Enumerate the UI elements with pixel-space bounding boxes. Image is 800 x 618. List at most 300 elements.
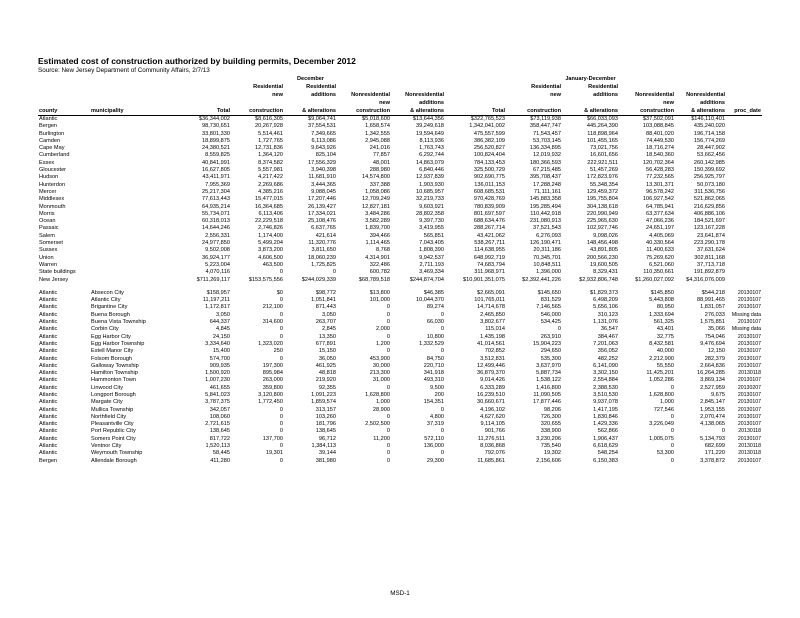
table-cell: 1,007,230 — [205, 377, 230, 384]
table-cell: 9,014,426 — [480, 377, 505, 384]
table-cell: 19,302 — [543, 450, 561, 457]
table-row — [38, 182, 762, 189]
table-cell: 0 — [279, 333, 283, 340]
table-cell: 30,660,671 — [477, 399, 505, 406]
table-row — [38, 370, 762, 377]
table-cell — [726, 174, 762, 181]
table-cell: 256,520,827 — [473, 145, 505, 152]
table-cell: 784,133,453 — [473, 159, 505, 166]
table-cell: Camden — [39, 137, 61, 144]
table-cell: 2,554,884 — [593, 377, 618, 384]
table-cell: 461,925 — [315, 362, 336, 369]
table-cell: 909,935 — [209, 362, 230, 369]
table-cell: 0 — [279, 428, 283, 435]
table-cell: 600,782 — [369, 269, 390, 276]
table-cell: 241,016 — [369, 145, 390, 152]
table-cell: 14,574,800 — [362, 174, 390, 181]
table-cell: Estell Manor City — [91, 348, 134, 355]
table-cell: 1,416,800 — [536, 384, 561, 391]
table-cell: 0 — [279, 413, 283, 420]
table-cell: $13,644,356 — [412, 116, 444, 122]
table-cell: 2,556,331 — [205, 232, 230, 239]
table-cell: 106,927,542 — [642, 196, 674, 203]
table-cell: 1,830,846 — [593, 413, 618, 420]
table-cell: 381,980 — [315, 457, 336, 464]
table-cell: 1,628,800 — [649, 391, 674, 398]
table-cell: 338,900 — [540, 428, 561, 435]
table-row — [38, 160, 762, 167]
table-cell: 37,631,624 — [697, 247, 725, 254]
table-cell: 453,900 — [369, 355, 390, 362]
table-cell: Longport Borough — [91, 391, 136, 398]
table-cell: 2,156,606 — [536, 457, 561, 464]
table-cell: $5,018,600 — [362, 116, 390, 122]
table-cell: 12,150 — [707, 348, 725, 355]
table-cell: 43,401 — [656, 326, 674, 333]
table-cell: 12,019,932 — [533, 152, 561, 159]
table-cell: 1,763,743 — [419, 145, 444, 152]
table-cell: 0 — [670, 457, 674, 464]
table-row — [38, 377, 762, 384]
table-cell: 1,000 — [660, 399, 674, 406]
table-cell: 0 — [386, 333, 390, 340]
table-cell: 37,319 — [426, 421, 444, 428]
group-header-december: December — [296, 76, 325, 82]
table-cell: 195,285,494 — [529, 203, 561, 210]
table-cell: 386,382,109 — [473, 137, 505, 144]
table-cell: 1,839,700 — [365, 225, 390, 232]
table-cell: 37,713,718 — [697, 261, 725, 268]
table-cell: 28,447,902 — [697, 145, 725, 152]
table-cell — [726, 131, 762, 138]
table-cell: 9,942,537 — [419, 254, 444, 261]
table-cell: 22,229,518 — [255, 218, 283, 225]
table-row — [38, 152, 762, 159]
table-cell: 9,114,105 — [480, 421, 505, 428]
table-cell: Atlantic City — [91, 297, 121, 304]
table-cell: 817,722 — [209, 435, 230, 442]
table-cell: 25,217,304 — [202, 188, 230, 195]
table-cell: 73,021,756 — [590, 145, 618, 152]
table-cell: 337,388 — [369, 181, 390, 188]
table-cell — [726, 233, 762, 240]
table-cell: 0 — [386, 450, 390, 457]
table-cell: 313,157 — [315, 406, 336, 413]
table-cell: 8,329,431 — [593, 269, 618, 276]
table-header — [38, 76, 762, 116]
table-cell — [726, 247, 762, 254]
table-cell: 20130107 — [737, 348, 761, 355]
table-cell: Middlesex — [39, 196, 65, 203]
table-cell: 150,399,692 — [693, 167, 725, 174]
table-cell: 288,267,714 — [473, 225, 505, 232]
table-cell: 11,276,511 — [477, 435, 505, 442]
table-cell: 5,887,734 — [536, 370, 561, 377]
table-cell: 19,301 — [265, 450, 283, 457]
table-cell: 342,057 — [209, 406, 230, 413]
table-cell: Mullica Township — [91, 406, 134, 413]
table-cell — [90, 116, 178, 124]
table-cell: 1,772,450 — [258, 399, 283, 406]
table-cell: Morris — [39, 210, 55, 217]
table-cell: 1,091,223 — [311, 391, 336, 398]
table-cell: 1,906,437 — [593, 435, 618, 442]
table-cell: 43,411,971 — [202, 174, 230, 181]
table-row — [38, 269, 762, 276]
table-cell: Atlantic — [39, 399, 58, 406]
table-row — [38, 443, 762, 450]
table-cell: 682,699 — [704, 443, 725, 450]
table-cell: 801,697,597 — [473, 210, 505, 217]
col-res-new-l1: Residential — [253, 84, 283, 90]
table-cell — [726, 240, 762, 247]
table-cell — [726, 204, 762, 211]
table-cell: 20130107 — [737, 421, 761, 428]
table-cell: 8,036,868 — [480, 443, 505, 450]
table-cell: 3,050 — [216, 311, 230, 318]
table-cell: 726,300 — [540, 413, 561, 420]
table-cell: 16,364,685 — [255, 203, 283, 210]
table-cell: 110,442,918 — [530, 210, 561, 217]
table-cell: 3,512,831 — [480, 355, 505, 362]
table-cell: 231,080,913 — [529, 218, 561, 225]
table-cell: 216,629,856 — [693, 203, 725, 210]
table-cell: 0 — [440, 406, 444, 413]
table-cell: 33,801,330 — [202, 130, 230, 137]
table-cell — [90, 240, 178, 247]
table-cell: $2,392,441,226 — [522, 276, 561, 283]
table-cell: 154,351 — [423, 399, 444, 406]
table-cell: 1,903,930 — [419, 181, 444, 188]
table-cell: 96,712 — [318, 435, 336, 442]
table-cell: 1,831,057 — [700, 304, 725, 311]
table-cell: 394,466 — [369, 232, 390, 239]
col-nonres-new-l1: Nonresidential — [351, 92, 390, 98]
table-cell: 48,001 — [372, 159, 390, 166]
table-cell: 39,249,618 — [416, 123, 444, 130]
table-cell: Hunterdon — [39, 181, 66, 188]
table-row — [38, 458, 762, 465]
table-cell: 1,727,765 — [258, 137, 283, 144]
table-row — [38, 174, 762, 181]
table-cell: 780,839,909 — [473, 203, 505, 210]
table-cell: 137,700 — [262, 435, 283, 442]
table-cell: 20130118 — [738, 443, 761, 450]
table-cell: 9,088,045 — [311, 188, 336, 195]
table-cell: 172,823,976 — [586, 174, 618, 181]
table-cell: 103,260 — [315, 413, 336, 420]
col-proc-date: proc_date — [726, 107, 762, 116]
table-cell: 51,457,269 — [590, 167, 618, 174]
table-cell: 12,827,181 — [362, 203, 390, 210]
table-cell: 191,892,879 — [693, 269, 725, 276]
table-cell: 0 — [440, 348, 444, 355]
table-cell: 20130107 — [737, 399, 761, 406]
table-cell: $98,772 — [315, 289, 336, 296]
table-cell: Somers Point City — [91, 435, 136, 442]
table-cell: 12,731,836 — [255, 145, 283, 152]
table-cell: 40,000 — [656, 348, 674, 355]
table-cell: 5,557,981 — [258, 167, 283, 174]
table-row — [38, 428, 762, 435]
table-cell: 1,114,465 — [365, 240, 390, 247]
table-cell: 15,904,223 — [533, 340, 561, 347]
table-cell: 19,594,649 — [416, 130, 444, 137]
table-cell: Sussex — [39, 247, 58, 254]
table-cell: 5,656,106 — [593, 304, 618, 311]
table-cell: 0 — [279, 269, 283, 276]
table-cell: $2,932,806,748 — [579, 276, 618, 283]
table-cell: 1,005,075 — [649, 435, 674, 442]
table-cell: 1,575,851 — [700, 319, 725, 326]
table-cell: Atlantic — [39, 326, 58, 333]
table-cell: 70,345,701 — [533, 254, 561, 261]
table-cell: 26,139,427 — [308, 203, 336, 210]
table-cell: 11,400,633 — [646, 247, 674, 254]
table-cell: 84,750 — [426, 355, 444, 362]
table-cell — [90, 189, 178, 196]
table-cell — [90, 123, 178, 130]
table-cell: 2,721,615 — [205, 421, 230, 428]
table-cell: 4,405,069 — [649, 232, 674, 239]
table-cell: 223,290,178 — [693, 240, 725, 247]
report-title: Estimated cost of construction authorized by building permits, December 2012 — [38, 56, 356, 66]
table-cell: $322,765,523 — [470, 116, 505, 122]
table-cell: Atlantic — [39, 450, 58, 457]
table-cell: 20130107 — [737, 319, 761, 326]
table-cell: 60,318,013 — [202, 218, 230, 225]
table-cell: 3,484,286 — [365, 210, 390, 217]
table-cell — [90, 160, 178, 167]
table-cell: 55,734,071 — [202, 210, 230, 217]
table-row — [38, 399, 762, 406]
table-row — [38, 319, 762, 326]
table-cell: 37,554,531 — [308, 123, 336, 130]
table-row — [38, 341, 762, 348]
table-cell — [90, 196, 178, 203]
table-cell: 562,866 — [597, 428, 618, 435]
table-cell: Essex — [39, 159, 55, 166]
table-cell: Missing data — [731, 326, 761, 333]
table-cell: 102,927,746 — [586, 225, 618, 232]
table-cell: 5,499,204 — [258, 240, 283, 247]
table-cell: 20130107 — [737, 377, 761, 384]
table-cell — [726, 123, 762, 130]
table-cell: 15,400 — [212, 348, 230, 355]
table-cell: 6,637,765 — [311, 225, 336, 232]
table-cell — [90, 225, 178, 232]
col-res-add-l2: additions — [311, 92, 336, 98]
table-cell: 302,811,168 — [694, 254, 725, 261]
table-cell: 6,840,446 — [419, 167, 444, 174]
table-cell: 3,469,334 — [419, 269, 444, 276]
table-cell: 0 — [670, 428, 674, 435]
table-cell: 47,066,236 — [646, 218, 674, 225]
table-cell: 225,965,630 — [586, 218, 618, 225]
table-cell: 11,197,211 — [202, 297, 230, 304]
table-cell: 574,700 — [209, 355, 230, 362]
table-cell: 20130107 — [737, 457, 761, 464]
table-cell: 493,310 — [423, 377, 444, 384]
table-cell: 40,841,991 — [202, 159, 230, 166]
table-cell: 32,219,733 — [416, 196, 444, 203]
table-cell: 1,725,825 — [311, 261, 336, 268]
table-cell — [726, 196, 762, 203]
table-cell: Atlantic — [39, 413, 58, 420]
table-cell: 9,476,694 — [700, 340, 725, 347]
table-row — [38, 312, 762, 319]
table-cell: 20130107 — [737, 435, 761, 442]
table-cell: 1,953,155 — [700, 406, 725, 413]
table-cell: 11,090,505 — [533, 391, 561, 398]
table-cell: 6,521,060 — [649, 261, 674, 268]
table-row — [38, 334, 762, 341]
col-nonres-new-l3: construction — [337, 107, 391, 116]
table-cell: 136,000 — [423, 443, 444, 450]
table-cell: 8,768 — [376, 247, 390, 254]
table-cell: 53,662,456 — [697, 152, 725, 159]
table-cell: $145,650 — [537, 289, 561, 296]
table-row — [38, 138, 762, 145]
table-cell: 36,050 — [318, 355, 336, 362]
table-cell: 0 — [279, 457, 283, 464]
table-cell: $153,575,556 — [248, 276, 283, 283]
table-cell — [726, 145, 762, 152]
table-cell: Warren — [39, 261, 58, 268]
table-cell: 435,240,020 — [693, 123, 725, 130]
col-nonres-add2-l2: additions — [700, 100, 725, 106]
table-cell: Hudson — [39, 174, 59, 181]
table-cell: 463,500 — [262, 261, 283, 268]
table-cell: 1,333,694 — [649, 311, 674, 318]
table-cell: 3,419,955 — [419, 225, 444, 232]
table-cell — [90, 247, 178, 254]
table-cell: 6,113,086 — [311, 137, 336, 144]
table-row — [38, 356, 762, 363]
table-cell: 358,447,747 — [529, 123, 561, 130]
table-row — [38, 218, 762, 225]
table-cell: 6,618,629 — [593, 443, 618, 450]
table-cell: 3,510,530 — [593, 391, 618, 398]
table-cell — [726, 269, 762, 276]
table-cell: Allendale Borough — [91, 457, 137, 464]
table-cell: 6,141,090 — [593, 362, 618, 369]
table-cell: 4,627,620 — [480, 413, 505, 420]
table-cell: 58,445 — [212, 450, 230, 457]
table-cell: 10,044,370 — [416, 297, 444, 304]
table-cell: Ocean — [39, 218, 56, 225]
table-cell: $9,064,741 — [308, 116, 336, 122]
table-cell: 2,746,826 — [258, 225, 283, 232]
table-cell: 250 — [273, 348, 283, 355]
table-cell: 648,992,719 — [473, 254, 505, 261]
table-cell: 17,877,446 — [533, 399, 561, 406]
table-cell: 0 — [386, 304, 390, 311]
table-cell: 282,379 — [704, 355, 725, 362]
table-cell: 521,862,065 — [693, 196, 725, 203]
table-cell: $8,616,305 — [255, 116, 283, 122]
table-row — [38, 211, 762, 218]
table-cell: 534,425 — [540, 319, 561, 326]
table-cell — [726, 116, 762, 124]
col-nonres-add-l2: additions — [419, 100, 444, 106]
table-cell: Mercer — [39, 188, 57, 195]
table-cell: 2,269,686 — [258, 181, 283, 188]
table-cell: 5,443,808 — [649, 297, 674, 304]
col-res-new2-l1: Residential — [531, 84, 561, 90]
table-cell: 1,808,390 — [419, 247, 444, 254]
table-cell: 0 — [440, 326, 444, 333]
table-cell — [90, 204, 178, 211]
table-cell: Atlantic — [39, 304, 58, 311]
table-cell: 276,033 — [704, 311, 725, 318]
col-nonres-new2-l2: new — [663, 100, 674, 106]
table-cell: Atlantic — [39, 348, 58, 355]
table-cell — [726, 152, 762, 159]
table-cell: 1,052,286 — [649, 377, 674, 384]
table-cell: New Jersey — [39, 276, 69, 283]
table-cell: 1,000 — [376, 399, 390, 406]
table-cell: 148,456,498 — [586, 240, 618, 247]
table-cell: 15,150 — [318, 348, 336, 355]
table-cell — [726, 255, 762, 262]
table-cell — [726, 277, 762, 284]
table-cell: Northfield City — [91, 413, 127, 420]
table-cell: 25,108,476 — [308, 218, 336, 225]
table-cell: 20130107 — [737, 413, 761, 420]
table-cell: Atlantic — [39, 333, 58, 340]
table-row — [38, 123, 762, 130]
table-cell: 0 — [386, 457, 390, 464]
table-cell: 0 — [386, 348, 390, 355]
table-cell: Atlantic — [39, 362, 58, 369]
table-cell: 3,802,677 — [480, 319, 505, 326]
table-cell: 1,417,195 — [593, 406, 618, 413]
table-cell: 74,449,530 — [646, 137, 674, 144]
table-cell: 3,444,365 — [311, 181, 336, 188]
table-cell: Atlantic — [39, 391, 58, 398]
table-cell: 200 — [434, 391, 444, 398]
table-cell: 12,709,249 — [362, 196, 390, 203]
table-cell — [90, 182, 178, 189]
table-cell: 8,432,581 — [649, 340, 674, 347]
table-cell: 20130118 — [738, 370, 761, 377]
table-cell: 213,300 — [369, 370, 390, 377]
table-cell: 3,873,200 — [258, 247, 283, 254]
table-cell: 7,146,565 — [536, 304, 561, 311]
table-cell: 260,142,985 — [693, 159, 725, 166]
table-cell — [726, 211, 762, 218]
table-cell: 2,388,530 — [593, 384, 618, 391]
table-cell: Weymouth Township — [91, 450, 143, 457]
table-cell: 0 — [279, 326, 283, 333]
table-cell: 0 — [670, 443, 674, 450]
table-cell: Folsom Borough — [91, 355, 133, 362]
col-nonres-new-l2: new — [379, 100, 390, 106]
table-cell: 220,710 — [423, 362, 444, 369]
table-cell: 48,818 — [318, 370, 336, 377]
table-cell: 3,050 — [322, 311, 336, 318]
table-cell: 0 — [721, 428, 725, 435]
table-cell: 9,500 — [430, 384, 444, 391]
table-cell: Union — [39, 254, 54, 261]
table-cell: 77,857 — [372, 152, 390, 159]
table-cell: 310,123 — [597, 311, 618, 318]
table-cell: 5,223,004 — [205, 261, 230, 268]
table-cell: 10,685,957 — [416, 188, 444, 195]
table-cell: 4,070,116 — [205, 269, 230, 276]
table-cell: 7,043,405 — [419, 240, 444, 247]
